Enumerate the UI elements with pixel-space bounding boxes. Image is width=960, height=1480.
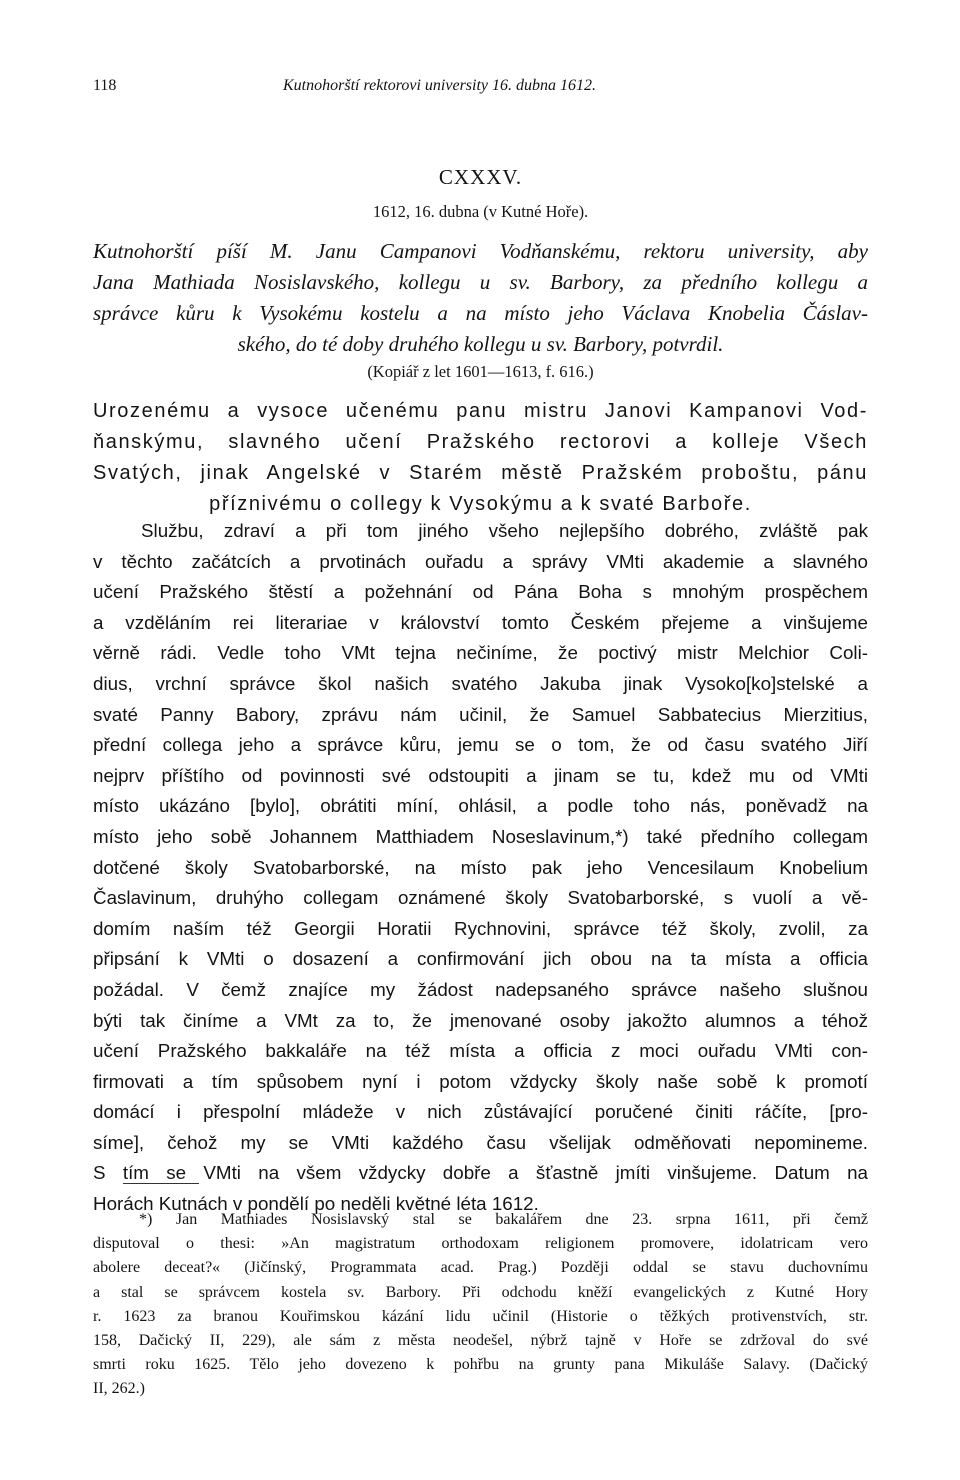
regest xyxy=(93,236,868,360)
address-line: příznivému o collegy k Vysokýmu a k svaté Barboře. xyxy=(209,493,752,515)
body-line: učení Pražského bakkaláře na též místa a officia z moci ouřadu VMti con- xyxy=(93,1040,868,1062)
body-line: Časlavinum, druhýho collegam oznámené školy Svatobarborské, s vuolí a vě- xyxy=(93,887,868,909)
letter-body xyxy=(93,516,868,1220)
body-line: místo ukázáno [bylo], obrátiti míní, ohlásil, a podle toho nás, poněvadž na xyxy=(93,795,868,817)
body-line: firmovati a tím spůsobem nyní i potom vždycky školy naše sobě k promotí xyxy=(93,1070,868,1092)
footnote-line: II, 262.) xyxy=(93,1380,145,1398)
running-title: Kutnohorští rektorovi university 16. dubna 1612. xyxy=(283,77,597,94)
footnote-line: a stal se správcem kostela sv. Barbory. Při odchodu kněží evangelických z Kutné Hory xyxy=(93,1283,868,1301)
body-line: věrně rádi. Vedle toho VMt tejna nečiníme, že poctivý mistr Melchior Coli- xyxy=(93,642,868,664)
address-line: Urozenému a vysoce učenému panu mistru Janovi Kampanovi Vod- xyxy=(93,400,868,422)
body-line: svaté Panny Babory, zprávu nám učinil, že Samuel Sabbatecius Mierzitius, xyxy=(93,703,868,725)
body-line: S tím se VMti na všem vždycky dobře a šťastně jmíti vinšujeme. Datum na xyxy=(93,1162,868,1184)
regest-line: Kutnohorští píší M. Janu Campanovi Vodňanskému, rektoru university, aby xyxy=(93,239,868,263)
source-note: (Kopiář z let 1601—1613, f. 616.) xyxy=(367,362,594,381)
body-line: přední collega jeho a správce kůru, jemu se o tom, že od času svatého Jiří xyxy=(93,734,868,756)
page-number: 118 xyxy=(93,77,117,94)
body-line: a vzděláním rei literariae v království tomto Českém přejeme a vinšujeme xyxy=(93,611,868,633)
dateline: 1612, 16. dubna (v Kutné Hoře). xyxy=(372,202,589,221)
footnote-line: abolere deceat?« (Jičínský, Programmata acad. Prag.) Později oddal se stavu duchovnímu xyxy=(93,1259,868,1277)
body-line: domím naším též Georgii Horatii Rychnovini, správce též školy, zvolil, za xyxy=(93,917,868,939)
regest-line: Jana Mathiada Nosislavského, kollegu u sv. Barbory, za předního kollegu a xyxy=(93,270,868,294)
body-line: dotčené školy Svatobarborské, na místo pak jeho Vencesilaum Knobelium xyxy=(93,856,868,878)
body-line: připsání k VMti o dosazení a confirmování jich obou na ta místa a officia xyxy=(93,948,868,970)
footnote-line: r. 1623 za branou Kouřimskou kázání lidu učinil (Historie o těžkých protivenstvích, str. xyxy=(93,1307,868,1325)
body-line: Horách Kutnách v pondělí po neděli květné léta 1612. xyxy=(93,1193,539,1215)
body-line: požádal. V čemž znajíce my žádost nadepsaného správce našeho slušnou xyxy=(93,978,868,1000)
regest-line: správce kůru k Vysokému kostelu a na místo jeho Václava Knobelia Čáslav- xyxy=(93,301,868,325)
body-line: Službu, zdraví a při tom jiného všeho nejlepšího dobrého, zvláště pak xyxy=(141,520,868,541)
footnote-line: smrti roku 1625. Tělo jeho dovezeno k pohřbu na grunty pana Mikuláše Salavy. (Dačický xyxy=(93,1356,868,1374)
footnote-rule xyxy=(123,1183,199,1184)
address xyxy=(93,396,868,520)
body-line: nejprv příštího od povinnosti své odstoupiti a jinam se tu, kdež mu od VMti xyxy=(93,764,868,786)
footnote xyxy=(93,1208,868,1402)
footnote-line: 158, Dačický II, 229), ale sám z města neodešel, nýbrž tajně v Hoře se zdržoval do své xyxy=(93,1332,868,1350)
regest-line: ského, do té doby druhého kollegu u sv. Barbory, potvrdil. xyxy=(237,332,724,356)
body-line: dius, vrchní správce škol našich svatého Jakuba jinak Vysoko[ko]stelské a xyxy=(93,672,868,694)
address-line: ňanskýmu, slavného učení Pražského rectorovi a kolleje Všech xyxy=(93,431,868,453)
footnote-line: *) Jan Mathiades Nosislavský stal se bakalářem dne 23. srpna 1611, při čemž xyxy=(139,1211,868,1228)
document-number: CXXXV. xyxy=(438,165,523,189)
address-line: Svatých, jinak Angelské v Starém městě Pražském proboštu, pánu xyxy=(93,462,868,484)
footnote-line: disputoval o thesi: »An magistratum orthodoxam religionem promovere, idolatricam vero xyxy=(93,1235,868,1253)
body-line: v těchto začátcích a prvotinách ouřadu a správy VMti akademie a slavného xyxy=(93,550,868,572)
body-line: místo jeho sobě Johannem Matthiadem Noseslavinum,*) také předního collegam xyxy=(93,825,868,847)
body-line: býti tak činíme a VMt za to, že jmenované osoby jakožto alumnos a téhož xyxy=(93,1009,868,1031)
body-line: učení Pražského štěstí a požehnání od Pána Boha s mnohým prospěchem xyxy=(93,581,868,603)
running-header xyxy=(93,77,868,101)
body-line: domácí i přespolní mládeže v nich zůstávající poručené činiti ráčíte, [pro- xyxy=(93,1101,868,1123)
body-line: síme], čehož my se VMti každého času všelijak odměňovati nepomineme. xyxy=(93,1131,868,1153)
